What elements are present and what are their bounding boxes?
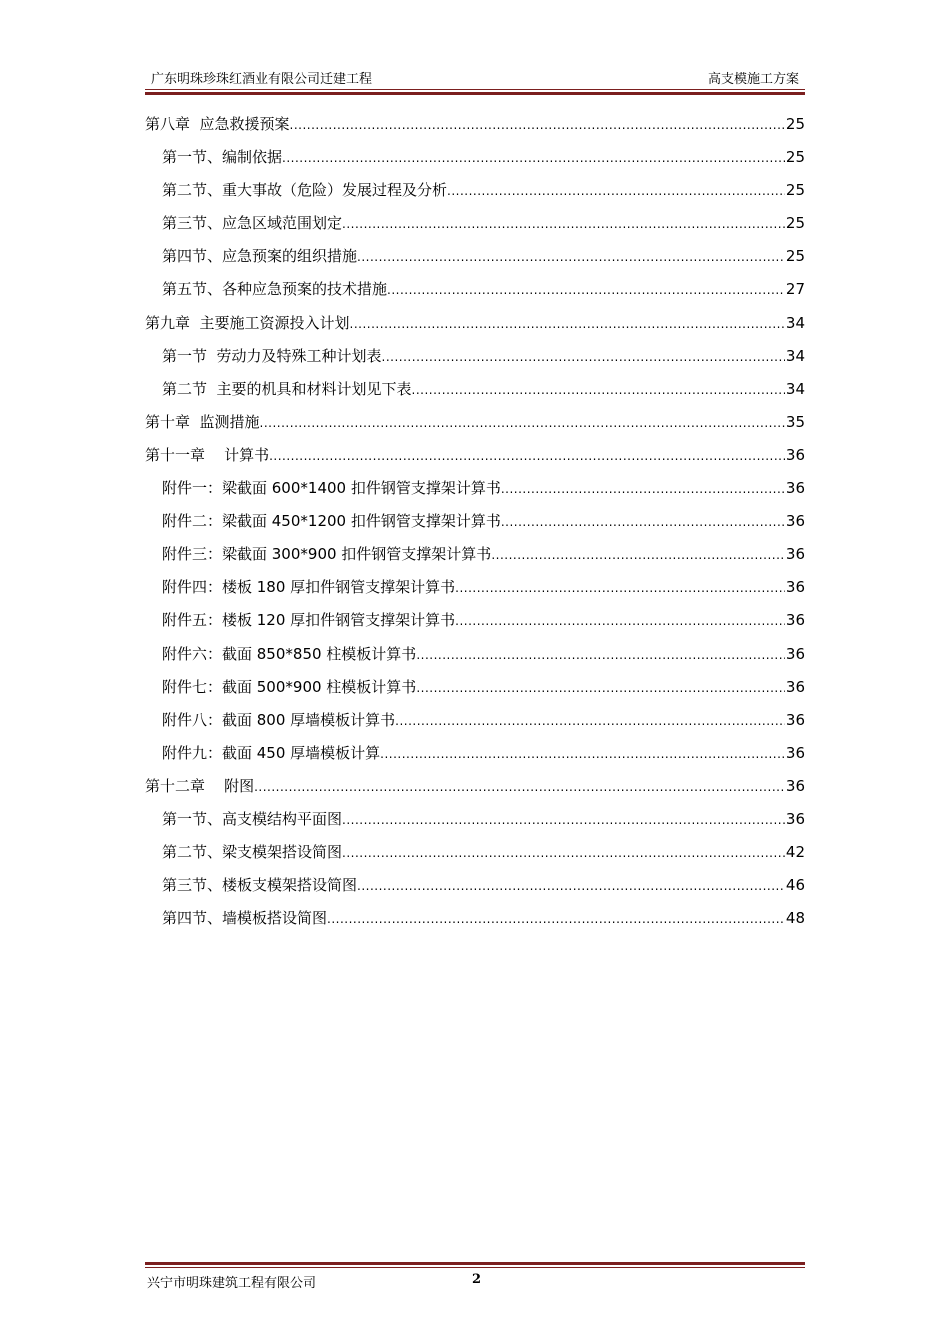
toc-entry[interactable]	[145, 671, 805, 704]
header-project-name: 广东明珠珍珠红酒业有限公司迁建工程	[151, 72, 373, 87]
toc-leader-dots	[357, 870, 785, 903]
toc-entry-page-number: 36	[785, 611, 805, 630]
toc-entry-label: 附件一：梁截面 600*1400 扣件钢管支撑架计算书	[162, 479, 501, 498]
toc-entry[interactable]	[145, 869, 805, 902]
toc-entry-label: 第一节、高支模结构平面图	[162, 809, 343, 828]
toc-entry-page-number: 35	[785, 412, 805, 431]
toc-entry-page-number: 36	[785, 743, 805, 762]
toc-leader-dots	[290, 109, 785, 142]
toc-entry-label: 第三节、楼板支模架搭设简图	[162, 876, 358, 895]
toc-entry-label: 第三节、应急区域范围划定	[162, 214, 343, 233]
toc-entry[interactable]	[145, 141, 805, 174]
toc-leader-dots	[254, 771, 785, 804]
toc-leader-dots	[282, 142, 785, 175]
toc-entry[interactable]	[145, 770, 805, 803]
toc-entry-page-number: 25	[785, 181, 805, 200]
toc-leader-dots	[327, 903, 785, 936]
toc-entry-page-number: 36	[785, 710, 805, 729]
page-footer	[145, 1272, 805, 1292]
toc-entry-label: 第二节、重大事故（危险）发展过程及分析	[162, 181, 448, 200]
toc-entry[interactable]	[145, 604, 805, 637]
toc-entry-label: 附件二：梁截面 450*1200 扣件钢管支撑架计算书	[162, 512, 501, 531]
toc-entry-page-number: 25	[785, 115, 805, 133]
toc-entry-page-number: 34	[785, 379, 805, 398]
toc-entry[interactable]	[145, 902, 805, 935]
toc-entry-label: 第十二章 附图	[145, 776, 255, 795]
toc-entry-label: 第九章 主要施工资源投入计划	[145, 313, 350, 332]
toc-leader-dots	[491, 539, 785, 572]
toc-entry[interactable]	[145, 373, 805, 406]
toc-leader-dots	[501, 473, 785, 506]
toc-entry[interactable]	[145, 207, 805, 240]
footer-company-name: 兴宁市明珠建筑工程有限公司	[147, 1276, 317, 1291]
toc-entry[interactable]	[145, 505, 805, 538]
toc-entry-page-number: 42	[785, 843, 805, 862]
toc-entry-label: 附件六：截面 850*850 柱模板计算书	[162, 644, 417, 663]
table-of-contents	[145, 108, 805, 935]
footer-rule-thick	[145, 1262, 805, 1265]
header-rule-thin	[145, 89, 805, 90]
toc-leader-dots	[260, 407, 785, 440]
toc-entry[interactable]	[145, 340, 805, 373]
toc-entry[interactable]	[145, 406, 805, 439]
toc-entry-page-number: 36	[785, 545, 805, 564]
toc-entry-label: 附件四：楼板 180 厚扣件钢管支撑架计算书	[162, 578, 456, 597]
toc-leader-dots	[416, 639, 785, 672]
toc-entry-label: 第一节、编制依据	[162, 148, 283, 167]
toc-entry[interactable]	[145, 439, 805, 472]
toc-entry-page-number: 34	[785, 346, 805, 365]
toc-entry-label: 第一节 劳动力及特殊工种计划表	[162, 346, 382, 365]
toc-leader-dots	[412, 374, 785, 407]
toc-entry-label: 第四节、墙模板搭设简图	[162, 909, 328, 928]
toc-entry-label: 附件七：截面 500*900 柱模板计算书	[162, 677, 417, 696]
toc-leader-dots	[455, 572, 785, 605]
footer-rule-thin	[145, 1267, 805, 1268]
toc-leader-dots	[357, 241, 785, 274]
toc-entry-page-number: 36	[785, 776, 805, 795]
toc-entry[interactable]	[145, 273, 805, 306]
toc-leader-dots	[269, 440, 785, 473]
toc-entry[interactable]	[145, 240, 805, 273]
header-rule-thick	[145, 92, 805, 95]
toc-entry[interactable]	[145, 737, 805, 770]
toc-entry-page-number: 25	[785, 148, 805, 167]
toc-entry-label: 附件八：截面 800 厚墙模板计算书	[162, 710, 396, 729]
toc-entry-page-number: 27	[785, 280, 805, 299]
toc-entry-page-number: 36	[785, 644, 805, 663]
toc-entry-label: 第二节 主要的机具和材料计划见下表	[162, 379, 412, 398]
toc-leader-dots	[501, 506, 785, 539]
toc-entry[interactable]	[145, 538, 805, 571]
toc-leader-dots	[387, 274, 785, 307]
toc-entry[interactable]	[145, 472, 805, 505]
toc-entry-page-number: 48	[785, 909, 805, 928]
toc-entry-page-number: 25	[785, 247, 805, 266]
toc-entry-page-number: 34	[785, 313, 805, 332]
toc-leader-dots	[395, 705, 785, 738]
toc-leader-dots	[342, 208, 785, 241]
toc-entry-page-number: 36	[785, 512, 805, 531]
toc-leader-dots	[380, 738, 785, 771]
toc-entry-label: 第八章 应急救援预案	[145, 115, 290, 133]
toc-entry[interactable]	[145, 108, 805, 141]
toc-leader-dots	[350, 308, 785, 341]
toc-entry-page-number: 36	[785, 809, 805, 828]
toc-leader-dots	[455, 605, 785, 638]
toc-entry-label: 附件三：梁截面 300*900 扣件钢管支撑架计算书	[162, 545, 492, 564]
page-header	[145, 68, 805, 88]
toc-entry-page-number: 36	[785, 479, 805, 498]
toc-leader-dots	[447, 175, 785, 208]
header-document-title: 高支模施工方案	[707, 72, 799, 87]
toc-leader-dots	[416, 672, 785, 705]
toc-entry-label: 第十章 监测措施	[145, 412, 260, 431]
toc-entry[interactable]	[145, 704, 805, 737]
toc-entry-label: 第五节、各种应急预案的技术措施	[162, 280, 388, 299]
toc-entry-label: 第十一章 计算书	[145, 445, 270, 464]
toc-leader-dots	[342, 804, 785, 837]
toc-entry-page-number: 36	[785, 445, 805, 464]
toc-entry[interactable]	[145, 638, 805, 671]
toc-entry[interactable]	[145, 571, 805, 604]
toc-entry[interactable]	[145, 174, 805, 207]
toc-leader-dots	[342, 837, 785, 870]
toc-entry-label: 附件九：截面 450 厚墙模板计算	[162, 743, 381, 762]
footer-page-number: 2	[472, 1272, 482, 1287]
toc-entry-page-number: 25	[785, 214, 805, 233]
toc-entry-page-number: 36	[785, 677, 805, 696]
toc-entry-label: 第四节、应急预案的组织措施	[162, 247, 358, 266]
toc-entry-page-number: 46	[785, 876, 805, 895]
toc-leader-dots	[382, 341, 785, 374]
toc-entry-label: 第二节、梁支模架搭设简图	[162, 843, 343, 862]
toc-entry[interactable]	[145, 803, 805, 836]
toc-entry-label: 附件五：楼板 120 厚扣件钢管支撑架计算书	[162, 611, 456, 630]
toc-entry-page-number: 36	[785, 578, 805, 597]
toc-entry[interactable]	[145, 307, 805, 340]
toc-entry[interactable]	[145, 836, 805, 869]
